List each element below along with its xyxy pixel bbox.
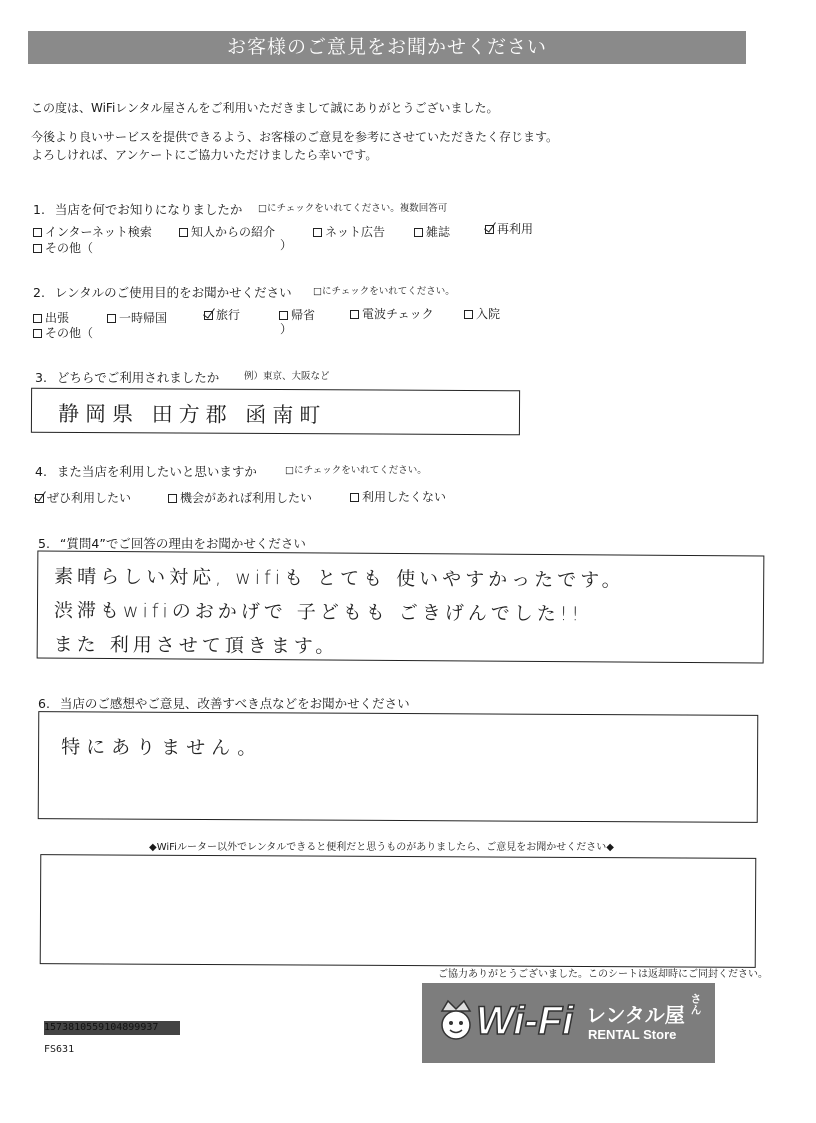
q6-answer-box[interactable] <box>38 711 759 823</box>
checkbox[interactable] <box>414 228 423 237</box>
checkbox[interactable] <box>107 314 116 323</box>
q5-heading <box>38 534 306 552</box>
q5-answer-box[interactable] <box>37 550 765 663</box>
q3-note: 例）東京、大阪など <box>244 371 330 382</box>
checkbox-checked[interactable] <box>35 494 44 503</box>
q2-option-travel[interactable]: 旅行 <box>204 306 240 323</box>
q4-text: また当店を利用したいと思いますか <box>56 464 257 479</box>
q5-text: “質問4”でご回答の理由をお聞かせください <box>59 536 306 551</box>
q2-note: □にチェックをいれてください。 <box>313 286 455 297</box>
intro-line-3: よろしければ、アンケートにご協力いただけましたら幸いです。 <box>31 148 378 162</box>
q4-note: □にチェックをいれてください。 <box>285 465 427 476</box>
extra-answer-box[interactable] <box>40 854 757 968</box>
checkbox[interactable] <box>350 310 359 319</box>
q3-text: どちらでご利用されましたか <box>56 370 220 385</box>
logo-english-text: RENTAL Store <box>588 1027 677 1042</box>
q2-option-other[interactable]: その他（ <box>33 324 93 341</box>
barcode: 1573810559104899937 <box>44 1021 180 1035</box>
checkbox[interactable] <box>179 228 188 237</box>
q1-heading <box>33 200 242 218</box>
q3-number: 3. <box>35 370 47 385</box>
q1-option-net-ad[interactable]: ネット広告 <box>313 223 385 240</box>
q2-option-business-trip[interactable]: 出張 <box>33 309 69 326</box>
q1-option-magazine[interactable]: 雑誌 <box>414 223 450 240</box>
q1-other-close: ） <box>280 238 293 252</box>
q4-heading <box>35 462 257 480</box>
checkbox[interactable] <box>33 329 42 338</box>
logo-wifi-text: Wi-Fi <box>476 999 574 1043</box>
q4-option-if-chance[interactable]: 機会があれば利用したい <box>168 489 312 506</box>
q1-option-reuse[interactable]: 再利用 <box>485 220 533 237</box>
footer-thanks: ご協力ありがとうございました。このシートは返却時にご同封ください。 <box>438 969 768 980</box>
q1-number: 1. <box>33 202 45 217</box>
q4-option-definitely[interactable]: ぜひ利用したい <box>35 489 131 506</box>
checkbox[interactable] <box>33 314 42 323</box>
logo-japanese-text: レンタル屋 <box>586 1003 685 1027</box>
q6-number: 6. <box>38 696 50 711</box>
checkbox[interactable] <box>350 493 359 502</box>
q2-option-hospital[interactable]: 入院 <box>464 305 500 322</box>
checkbox[interactable] <box>464 310 473 319</box>
checkbox[interactable] <box>33 228 42 237</box>
brand-logo <box>422 983 715 1063</box>
checkbox-checked[interactable] <box>485 225 494 234</box>
q3-heading <box>35 368 219 386</box>
q6-text: 当店のご感想やご意見、改善すべき点などをお聞かせください <box>59 696 410 711</box>
checkbox-checked[interactable] <box>204 311 213 320</box>
intro-line-2: 今後より良いサービスを提供できるよう、お客様のご意見を参考にさせていただきたく存じます。 <box>31 130 559 144</box>
logo-san-text: さん <box>689 993 702 1015</box>
q1-option-referral[interactable]: 知人からの紹介 <box>179 223 275 240</box>
q3-answer-box[interactable] <box>31 388 520 436</box>
q5-answer-line-1: 素晴らしい対応, wifiも とても 使いやすかったです。 <box>54 565 625 592</box>
extra-question: ◆WiFiルーター以外でレンタルできると便利だと思うものがありましたら、ご意見をお聞かせください◆ <box>149 842 614 853</box>
form-code: FS631 <box>44 1044 75 1055</box>
q4-number: 4. <box>35 464 47 479</box>
q1-text: 当店を何でお知りになりましたか <box>54 202 243 217</box>
q2-heading <box>33 283 292 301</box>
intro-line-1: この度は、WiFiレンタル屋さんをご利用いただきまして誠にありがとうございました。 <box>31 101 499 115</box>
q2-option-signal-check[interactable]: 電波チェック <box>350 305 434 322</box>
q2-option-temporary-return[interactable]: 一時帰国 <box>107 309 167 326</box>
checkbox[interactable] <box>313 228 322 237</box>
q5-answer-line-3: また 利用させて頂きます。 <box>53 633 339 658</box>
checkbox[interactable] <box>33 244 42 253</box>
q2-option-homecoming[interactable]: 帰省 <box>279 306 315 323</box>
q1-option-search[interactable]: インターネット検索 <box>33 223 152 240</box>
q2-text: レンタルのご使用目的をお聞かせください <box>54 285 292 300</box>
checkbox[interactable] <box>168 494 177 503</box>
q4-option-no[interactable]: 利用したくない <box>350 488 446 505</box>
q6-heading <box>38 694 410 712</box>
q2-number: 2. <box>33 285 45 300</box>
q5-answer-line-2: 渋滞もwifiのおかげで 子どもも ごきげんでした!! <box>53 599 584 626</box>
checkbox[interactable] <box>279 311 288 320</box>
page-title: お客様のご意見をお聞かせください <box>28 31 746 64</box>
q1-note: □にチェックをいれてください。複数回答可 <box>258 203 448 214</box>
q1-option-other[interactable]: その他（ <box>33 239 93 256</box>
q6-answer: 特にありません。 <box>61 736 263 760</box>
q2-other-close: ） <box>280 322 293 336</box>
mascot-icon <box>436 997 476 1041</box>
q5-number: 5. <box>38 536 50 551</box>
q3-answer: 静岡県 田方郡 函南町 <box>57 401 327 428</box>
